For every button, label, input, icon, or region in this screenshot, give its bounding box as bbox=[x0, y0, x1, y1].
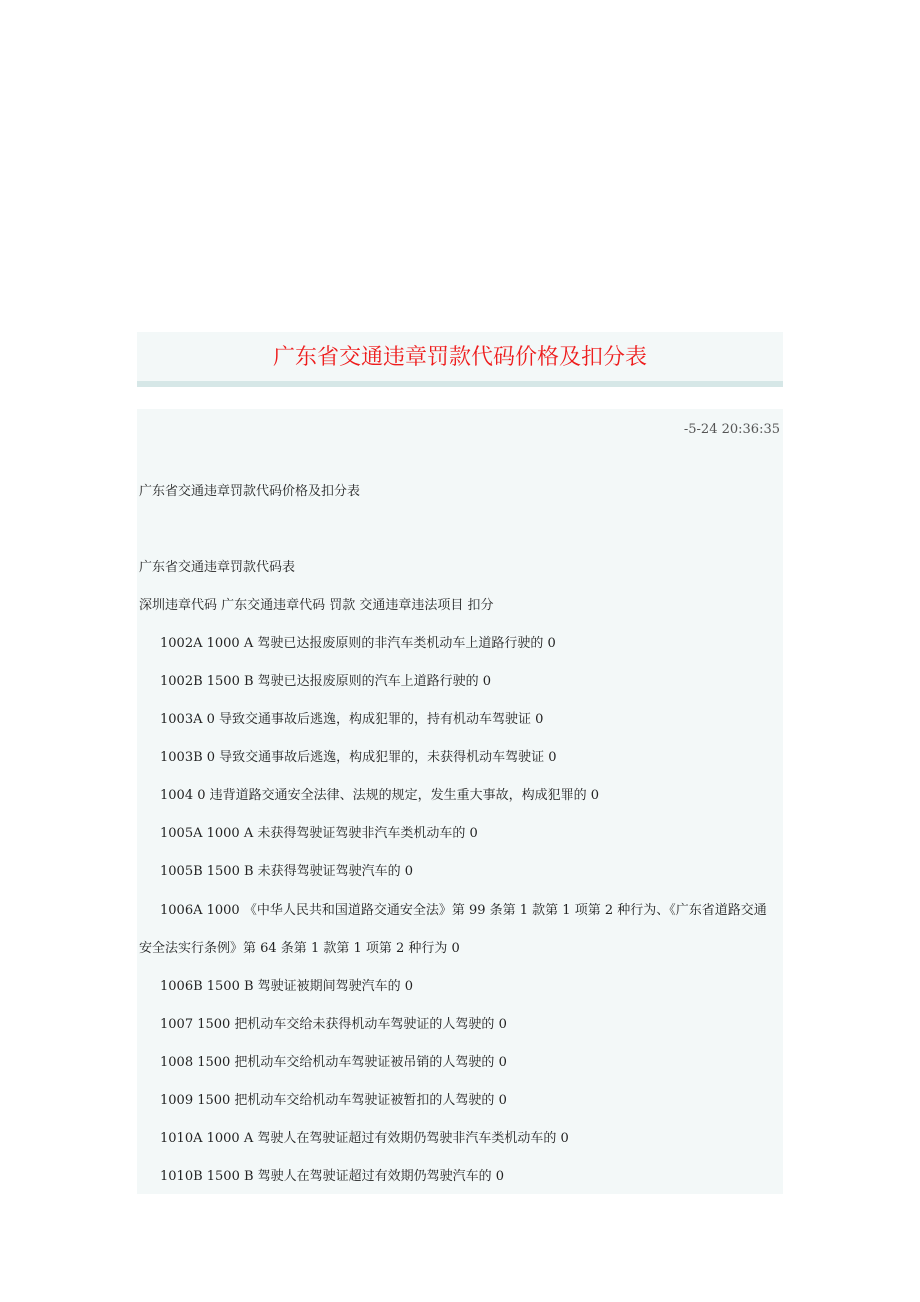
list-item: 1010A 1000 A 驾驶人在驾驶证超过有效期仍驾驶非汽车类机动车的 0 bbox=[160, 1131, 569, 1146]
list-item: 1007 1500 把机动车交给未获得机动车驾驶证的人驾驶的 0 bbox=[160, 1017, 507, 1032]
article-body bbox=[137, 409, 783, 1194]
list-item: 1009 1500 把机动车交给机动车驾驶证被暂扣的人驾驶的 0 bbox=[160, 1093, 507, 1108]
list-item: 1003A 0 导致交通事故后逃逸，构成犯罪的，持有机动车驾驶证 0 bbox=[160, 712, 544, 727]
article-subtitle: 广东省交通违章罚款代码价格及扣分表 bbox=[139, 484, 361, 499]
post-timestamp: -5-24 20:36:35 bbox=[683, 422, 780, 437]
list-item: 1005A 1000 A 未获得驾驶证驾驶非汽车类机动车的 0 bbox=[160, 826, 478, 841]
list-item: 1002B 1500 B 驾驶已达报废原则的汽车上道路行驶的 0 bbox=[160, 674, 492, 689]
list-item: 1006B 1500 B 驾驶证被期间驾驶汽车的 0 bbox=[160, 979, 414, 994]
list-item: 1005B 1500 B 未获得驾驶证驾驶汽车的 0 bbox=[160, 864, 414, 879]
list-item: 1004 0 违背道路交通安全法律、法规的规定，发生重大事故，构成犯罪的 0 bbox=[160, 788, 600, 803]
title-banner bbox=[137, 332, 783, 387]
list-item: 1006A 1000 《中华人民共和国道路交通安全法》第 99 条第 1 款第 1 项第 2 种行为、《广东省道路交通 bbox=[160, 903, 767, 918]
list-item: 1010B 1500 B 驾驶人在驾驶证超过有效期仍驾驶汽车的 0 bbox=[160, 1169, 505, 1184]
list-item: 1003B 0 导致交通事故后逃逸，构成犯罪的，未获得机动车驾驶证 0 bbox=[160, 750, 557, 765]
list-item: 1002A 1000 A 驾驶已达报废原则的非汽车类机动车上道路行驶的 0 bbox=[160, 636, 556, 651]
column-header: 深圳违章代码 广东交通违章代码 罚款 交通违章违法项目 扣分 bbox=[139, 598, 494, 613]
table-title: 广东省交通违章罚款代码表 bbox=[139, 560, 296, 575]
list-item-continued: 安全法实行条例》第 64 条第 1 款第 1 项第 2 种行为 0 bbox=[139, 941, 460, 956]
page-title: 广东省交通违章罚款代码价格及扣分表 bbox=[272, 345, 647, 370]
list-item: 1008 1500 把机动车交给机动车驾驶证被吊销的人驾驶的 0 bbox=[160, 1055, 507, 1070]
